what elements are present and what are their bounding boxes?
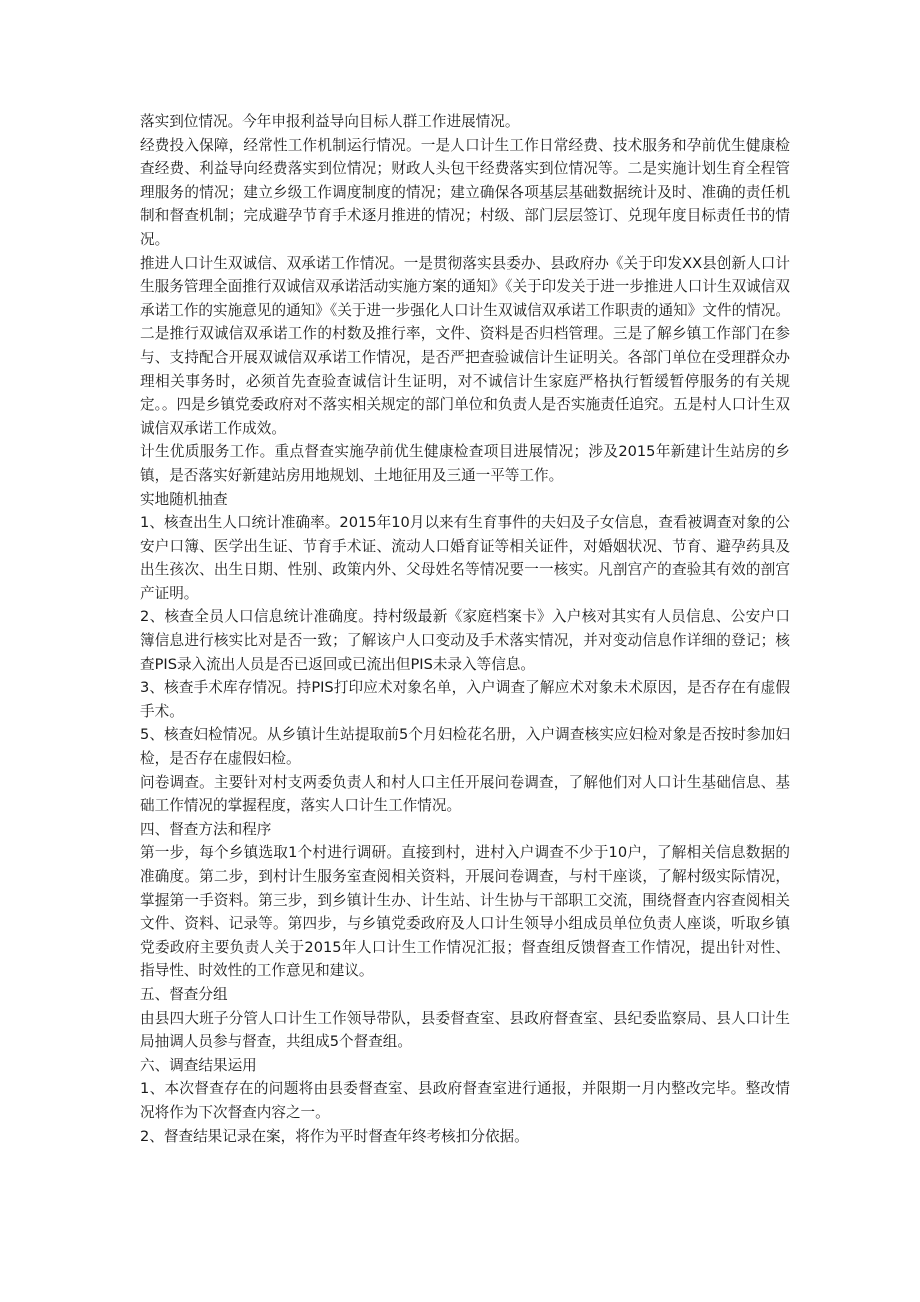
paragraph: 落实到位情况。今年申报利益导向目标人群工作进展情况。 bbox=[140, 113, 520, 130]
paragraph: 2、督查结果记录在案，将作为平时督查年终考核扣分依据。 bbox=[140, 1127, 529, 1145]
paragraph: 3、核查手术库存情况。持PIS打印应术对象名单，入户调查了解应术对象未术原因，是否存在有虚假手术。 bbox=[140, 679, 790, 720]
paragraph: 2、核查全员人口信息统计准确度。持村级最新《家庭档案卡》入户核对其实有人员信息、公安户口簿信息进行核实比对是否一致；了解该户人口变动及手术落实情况，并对变动信息作详细的登记；核查PIS录入流出人员是否已返回或已流出但PIS未录入等信息。 bbox=[140, 608, 790, 673]
paragraph: 推进人口计生双诚信、双承诺工作情况。一是贯彻落实县委办、县政府办《关于印发XX县创新人口计生服务管理全面推行双诚信双承诺活动实施方案的通知》《关于印发关于进一步推进人口计生双诚信双承诺工作的实施意见的通知》《关于进一步强化人口计生双诚信双承诺工作职责的通知》文件的情况。二是推行双诚信双承诺工作的村数及推行率，文件、资料是否归档管理。三是了解乡镇工作部门在参与、支持配合开展双诚信双承诺工作情况，是否严把查验诚信计生证明关。各部门单位在受理群众办理相关事务时，必须首先查验查诚信计生证明，对不诚信计生家庭严格执行暂缓暂停服务的有关规定。。四是乡镇党委政府对不落实相关规定的部门单位和负责人是否实施责任追究。五是村人口计生双诚信双承诺工作成效。 bbox=[140, 254, 790, 437]
paragraph: 计生优质服务工作。重点督查实施孕前优生健康检查项目进展情况；涉及2015年新建计生站房的乡镇，是否落实好新建站房用地规划、土地征用及三通一平等工作。 bbox=[140, 443, 790, 484]
paragraph: 第一步，每个乡镇选取1个村进行调研。直接到村，进村入户调查不少于10户，了解相关信息数据的准确度。第二步，到村计生服务室查阅相关资料，开展问卷调查，与村干座谈，了解村级实际情况，掌握第一手资料。第三步，到乡镇计生办、计生站、计生协与干部职工交流，围绕督查内容查阅相关文件、资料、记录等。第四步，与乡镇党委政府及人口计生领导小组成员单位负责人座谈，听取乡镇党委政府主要负责人关于2015年人口计生工作情况汇报；督查组反馈督查工作情况，提出针对性、指导性、时效性的工作意见和建议。 bbox=[140, 844, 790, 980]
section-heading: 四、督查方法和程序 bbox=[140, 820, 272, 838]
paragraph: 问卷调查。主要针对村支两委负责人和村人口主任开展问卷调查，了解他们对人口计生基础信息、基础工作情况的掌握程度，落实人口计生工作情况。 bbox=[140, 773, 790, 815]
paragraph: 由县四大班子分管人口计生工作领导带队，县委督查室、县政府督查室、县纪委监察局、县人口计生局抽调人员参与督查，共组成5个督查组。 bbox=[140, 1009, 790, 1051]
section-heading: 五、督查分组 bbox=[140, 985, 228, 1003]
paragraph: 1、核查出生人口统计准确率。2015年10月以来有生育事件的夫妇及子女信息，查看被调查对象的公安户口簿、医学出生证、节育手术证、流动人口婚育证等相关证件，对婚姻状况、节育、避孕药具及出生孩次、出生日期、性别、政策内外、父母姓名等情况要一一核实。凡剖宫产的查验其有效的剖宫产证明。 bbox=[140, 514, 790, 602]
document-body bbox=[140, 110, 790, 1148]
paragraph: 1、本次督查存在的问题将由县委督查室、县政府督查室进行通报，并限期一月内整改完毕。整改情况将作为下次督查内容之一。 bbox=[140, 1080, 790, 1121]
section-heading: 六、调查结果运用 bbox=[140, 1056, 257, 1074]
paragraph: 5、核查妇检情况。从乡镇计生站提取前5个月妇检花名册，入户调查核实应妇检对象是否按时参加妇检，是否存在虚假妇检。 bbox=[140, 726, 790, 768]
section-heading: 实地随机抽查 bbox=[140, 490, 228, 508]
paragraph: 经费投入保障，经常性工作机制运行情况。一是人口计生工作日常经费、技术服务和孕前优生健康检查经费、利益导向经费落实到位情况；财政人头包干经费落实到位情况等。二是实施计划生育全程管理服务的情况；建立乡级工作调度制度的情况；建立确保各项基层基础数据统计及时、准确的责任机制和督查机制；完成避孕节育手术逐月推进的情况；村级、部门层层签订、兑现年度目标责任书的情况。 bbox=[140, 136, 790, 248]
